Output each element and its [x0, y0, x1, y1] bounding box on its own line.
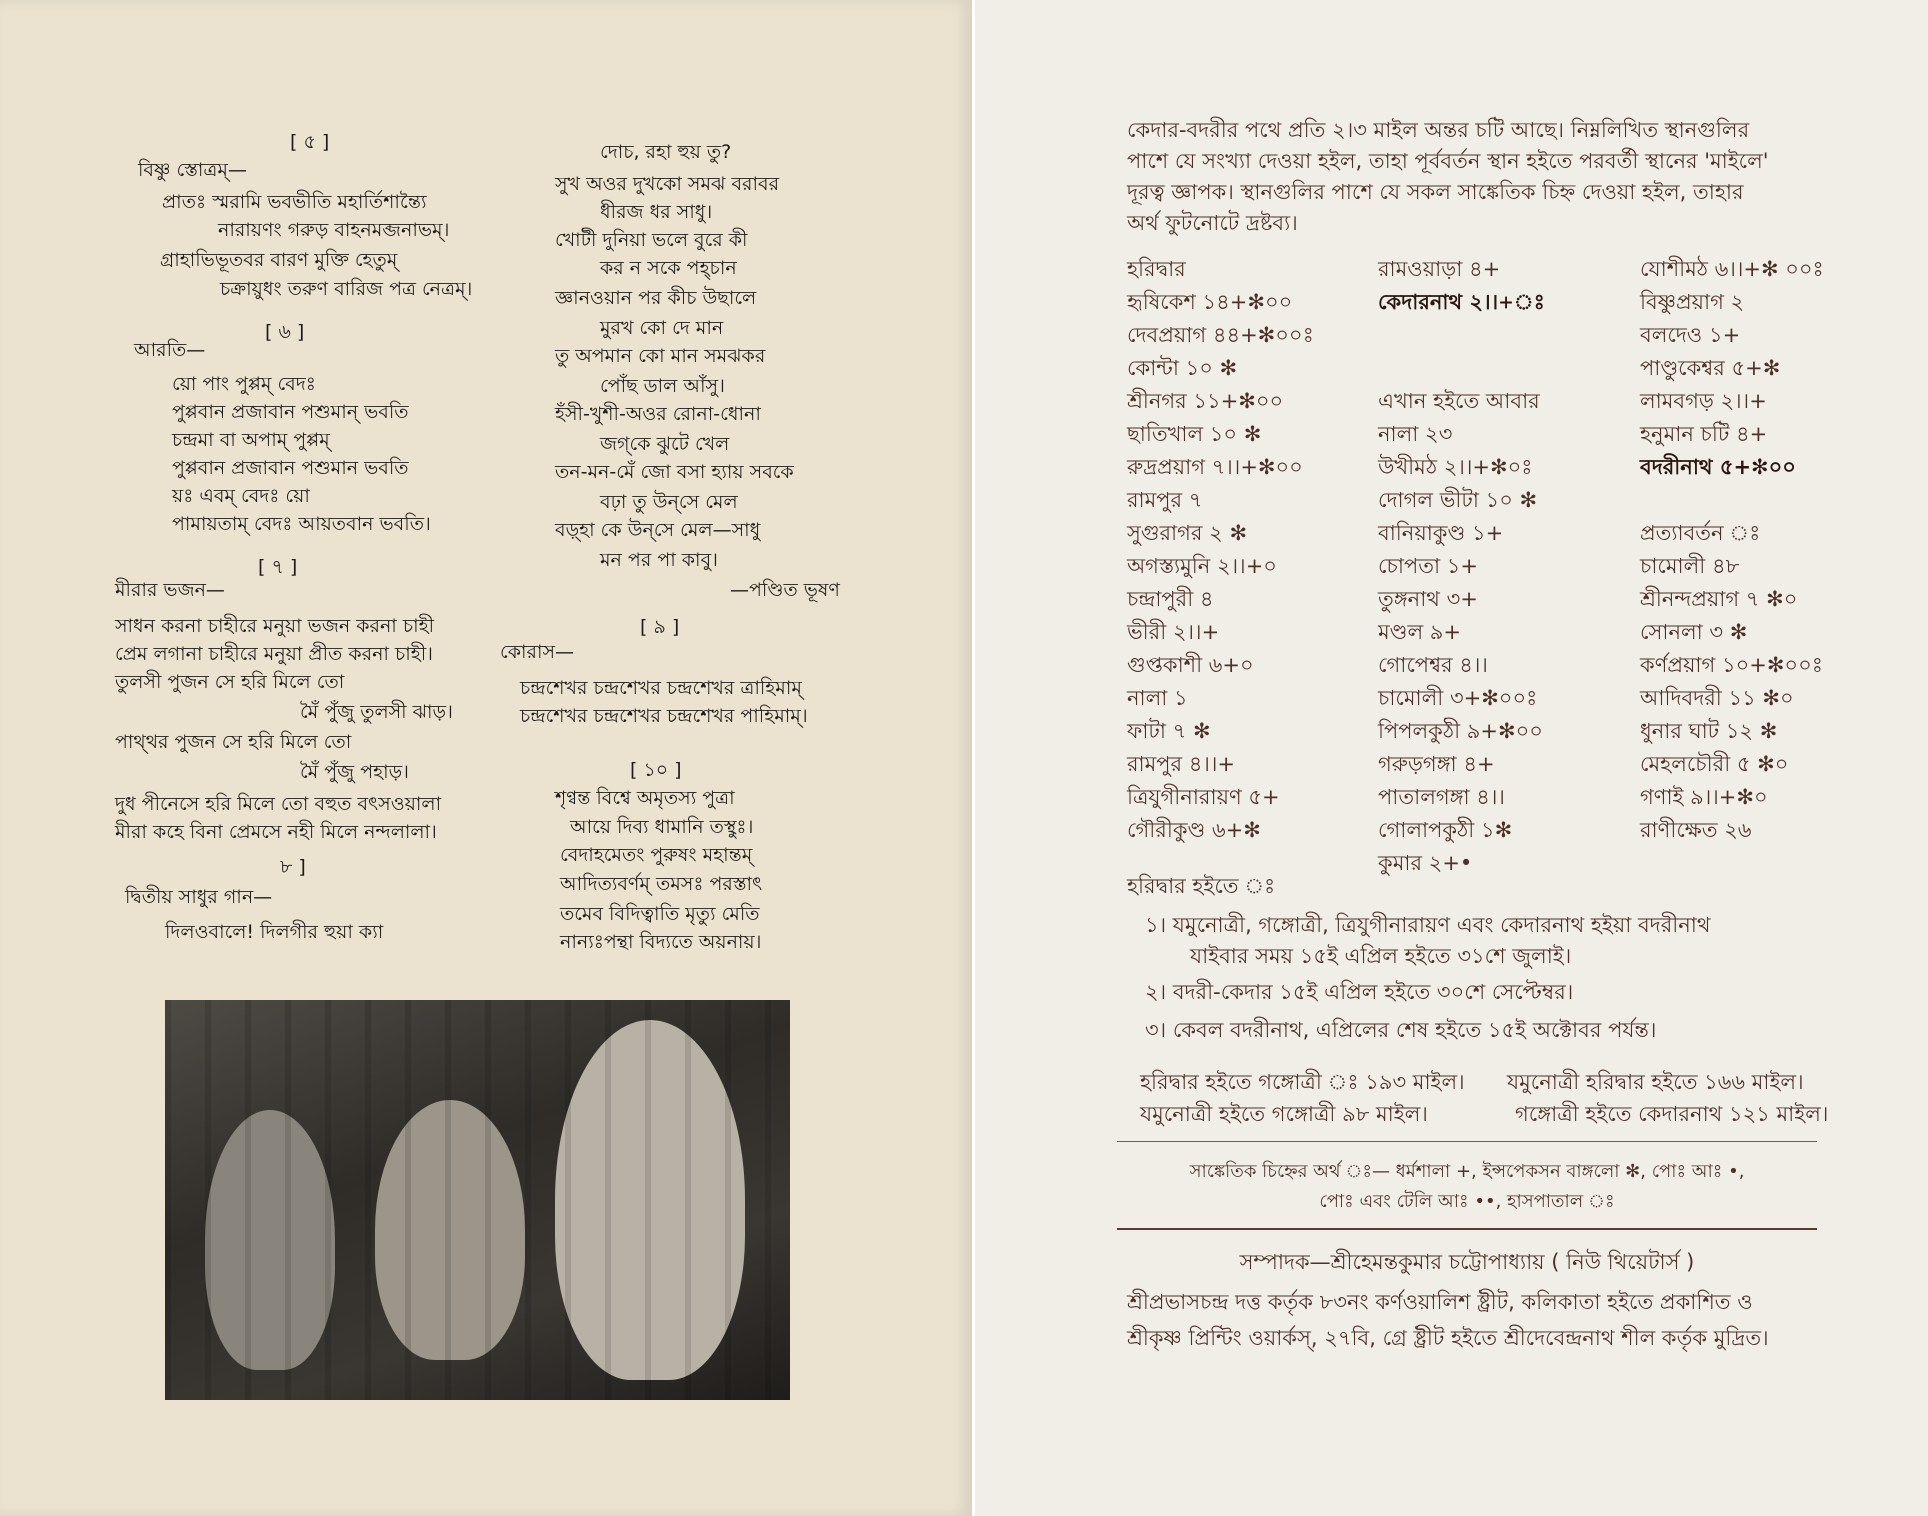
route-stop: তুঙ্গনাথ ৩+: [1378, 587, 1478, 611]
route-stop: ত্রিযুগীনারায়ণ ৫+: [1127, 785, 1280, 809]
lyric-line: শৃণ্বন্ত বিশ্বে অমৃতস্য পুত্রা: [555, 787, 735, 809]
lyric-line: দ্বিতীয় সাধুর গান—: [125, 886, 273, 908]
intro-line: পাশে যে সংখ্যা দেওয়া হইল, তাহা পূর্ববর্তন স্থান হইতে পরবর্তী স্থানের 'মাইলে': [1127, 149, 1769, 173]
lyric-line: হঁসী-খুশী-অওর রোনা-ধোনা: [555, 403, 761, 425]
lyric-line: তুলসী পুজন সে হরি মিলে তো: [115, 671, 345, 693]
route-stop: চামোলী ৪৮: [1640, 554, 1740, 578]
route-stop: কর্ণপ্রয়াগ ১০+✻০০ঃ: [1640, 653, 1823, 677]
route-stop: বদরীনাথ ৫+✻০০: [1640, 455, 1796, 479]
route-stop: রুদ্রপ্রয়াগ ৭।।+✻০০: [1127, 455, 1303, 479]
lyric-line: জ্ঞানওয়ান পর কীচ উছালে: [555, 287, 757, 309]
lyric-line: তন-মন-মেঁ জো বসা হ্যায় সবকে: [555, 461, 794, 483]
note-line: ১। যমুনোত্রী, গঙ্গোত্রী, ত্রিযুগীনারায়ণ এবং কেদারনাথ হইয়া বদরীনাথ: [1145, 913, 1711, 937]
lyric-line: ধীরজ ধর সাধু।: [600, 201, 713, 223]
route-stop: নালা ১: [1127, 686, 1188, 710]
route-stop: উখীমঠ ২।।+✻০ঃ: [1378, 455, 1533, 479]
distance-line: যমুনোত্রী হরিদ্বার হইতে ১৬৬ মাইল।: [1507, 1070, 1804, 1094]
route-stop: এখান হইতে আবার: [1378, 389, 1540, 413]
route-stop: ধুনার ঘাট ১২ ✻: [1640, 719, 1778, 743]
lyric-line: নান্যঃপন্থা বিদ্যতে অয়নায়।: [560, 931, 762, 953]
lyric-line: য়ো পাং পুপ্পম্ বেদঃ: [172, 373, 316, 395]
note-line: ৩। কেবল বদরীনাথ, এপ্রিলের শেষ হইতে ১৫ই অক্টোবর পর্যন্ত।: [1145, 1018, 1657, 1042]
lyric-line: [ ১০ ]: [630, 759, 682, 781]
route-stop: চামোলী ৩+✻০০ঃ: [1378, 686, 1538, 710]
lyric-line: [ ৯ ]: [640, 616, 680, 638]
lyric-line: পাথ্থর পুজন সে হরি মিলে তো: [115, 731, 352, 753]
route-stop: হরিদ্বার: [1127, 257, 1186, 281]
imprint-line: শ্রীকৃষ্ণ প্রিন্টিং ওয়ার্কস্, ২৭বি, গ্রে ষ্ট্রীট হইতে শ্রীদেবেন্দ্রনাথ শীল কর্তৃক মুদ্রিত।: [1127, 1326, 1769, 1350]
lyric-line: পামায়তাম্ বেদঃ আয়তবান ভবতি।: [172, 513, 431, 535]
route-stop: দেবপ্রয়াগ ৪৪+✻০০ঃ: [1127, 323, 1314, 347]
route-stop: হৃষিকেশ ১৪+✻০০: [1127, 290, 1293, 314]
lyric-line: বড়্‌হা কে উন্‌সে মেল—সাধু: [555, 519, 761, 541]
lyric-line: আয়ে দিব্য ধামানি তস্থুঃ।: [570, 816, 754, 838]
lyric-line: বেদাহমেতং পুরুষং মহান্তম্: [560, 844, 753, 866]
lyric-line: মুরখ কো দে মান: [600, 317, 724, 339]
route-stop: রামপুর ৭: [1127, 488, 1203, 512]
route-stop: কেদারনাথ ২।।+ঃ: [1378, 290, 1545, 314]
film-still-photo: [165, 1000, 790, 1400]
route-stop: মেহলচৌরী ৫ ✻০: [1640, 752, 1789, 776]
route-stop: ছাতিখাল ১০ ✻: [1127, 422, 1262, 446]
route-stop: সোনলা ৩ ✻: [1640, 620, 1748, 644]
lyric-line: চন্দ্রমা বা অপাম্ পুপ্পম্: [172, 429, 330, 451]
route-stop: গোলাপকুঠী ১✻: [1378, 818, 1513, 842]
route-stop: পিপলকুঠী ৯+✻০০: [1378, 719, 1543, 743]
route-stop: নালা ২৩: [1378, 422, 1453, 446]
lyric-line: তু অপমান কো মান সমঝকর: [555, 345, 766, 367]
lyric-line: আরতি—: [134, 339, 206, 361]
distance-line: হরিদ্বার হইতে গঙ্গোত্রী ঃ ১৯৩ মাইল।: [1140, 1070, 1465, 1094]
route-column-b: [1378, 257, 1545, 884]
route-stop: চন্দ্রাপুরী ৪: [1127, 587, 1214, 611]
lyric-line: [ ৬ ]: [265, 321, 305, 343]
route-stop: গরুড়গঙ্গা ৪+: [1378, 752, 1495, 776]
route-stop: রাণীক্ষেত ২৬: [1640, 818, 1752, 842]
lyric-line: দুধ পীনেসে হরি মিলে তো বহুত বৎসওয়ালা: [115, 793, 442, 815]
lyric-line: খোটী দুনিয়া ভলে বুরে কী: [555, 229, 748, 251]
distance-line: যমুনোত্রী হইতে গঙ্গোত্রী ৯৮ মাইল।: [1140, 1102, 1428, 1126]
divider-2: [1117, 1228, 1817, 1230]
lyric-line: পুপ্পবান প্রজাবান পশুমান ভবতি: [172, 457, 409, 479]
route-stop: পাতালগঙ্গা ৪।।: [1378, 785, 1505, 809]
route-stop: লামবগড় ২।।+: [1640, 389, 1767, 413]
route-stop: গোপেশ্বর ৪।।: [1378, 653, 1488, 677]
lyric-line: চন্দ্রশেখর চন্দ্রশেখর চন্দ্রশেখর ত্রাহিমাম্: [520, 677, 802, 699]
lyric-line: মৈঁ পুঁজু পহাড়।: [300, 761, 409, 783]
route-stop: ভীরী ২।।+: [1127, 620, 1220, 644]
route-stop: সুগুরাগর ২ ✻: [1127, 521, 1248, 545]
imprint-line: শ্রীপ্রভাসচন্দ্র দত্ত কর্তৃক ৮৩নং কর্ণওয়ালিশ ষ্ট্রীট, কলিকাতা হইতে প্রকাশিত ও: [1127, 1290, 1753, 1314]
lyric-line: চন্দ্রশেখর চন্দ্রশেখর চন্দ্রশেখর পাহিমাম্।: [520, 705, 808, 727]
lyric-line: নারায়ণং গরুড় বাহনমব্জনাভম্।: [218, 219, 450, 241]
route-column-a: [1127, 257, 1314, 851]
note-line: ২। বদরী-কেদার ১৫ই এপ্রিল হইতে ৩০শে সেপ্টেম্বর।: [1145, 980, 1574, 1004]
lyric-line: প্রেম লগানা চাহীরে মনুয়া প্রীত করনা চাহী।: [115, 643, 433, 665]
route-stop: বলদেও ১+: [1640, 323, 1741, 347]
right-page: [975, 0, 1928, 1516]
lyric-line: [ ৫ ]: [290, 131, 330, 153]
intro-line: দূরত্ব জ্ঞাপক। স্থানগুলির পাশে যে সকল সাঙ্কেতিক চিহ্ন দেওয়া হইল, তাহার: [1127, 180, 1744, 204]
lyric-line: য়ঃ এবম্ বেদঃ য়ো: [172, 485, 310, 507]
lyric-line: জগ্‌কে ঝুটে খেল: [600, 433, 730, 455]
lyric-line: প্রাতঃ স্মরামি ভবভীতি মহার্তিশান্ত্যৈ: [162, 191, 427, 213]
lyric-line: ৮ ]: [280, 856, 306, 878]
route-stop: [1378, 356, 1545, 380]
route-stop: চোপতা ১+: [1378, 554, 1478, 578]
lyric-line: বিষ্ণু স্তোত্রম্—: [138, 159, 247, 181]
route-stop: কুমার ২+•: [1378, 851, 1473, 875]
lyric-line: পোঁছ ডাল আঁসু।: [600, 375, 725, 397]
legend-line: পোঃ এবং টেলি আঃ ••, হাসপাতাল ঃ: [1319, 1191, 1615, 1212]
lyric-line: কর ন সকে পহ্‌চান: [600, 257, 737, 279]
route-stop: হনুমান চটি ৪+: [1640, 422, 1768, 446]
lyric-line: চক্রায়ুধং তরুণ বারিজ পত্র নেত্রম্।: [220, 278, 473, 300]
route-stop: বিষ্ণুপ্রয়াগ ২: [1640, 290, 1745, 314]
route-stop: পাণ্ডুকেশ্বর ৫+✻: [1640, 356, 1781, 380]
distance-line: গঙ্গোত্রী হইতে কেদারনাথ ১২১ মাইল।: [1515, 1102, 1829, 1126]
route-stop: ফাটা ৭ ✻: [1127, 719, 1211, 743]
lyric-line: —পণ্ডিত ভূষণ: [730, 579, 840, 601]
lyric-line: দোচ, রহা হুয় তু?: [600, 141, 732, 163]
lyric-line: মীরা কহে বিনা প্রেমসে নহী মিলে নন্দলালা।: [115, 821, 437, 843]
editor-line: সম্পাদক—শ্রীহেমন্তকুমার চট্টোপাধ্যায় ( নিউ থিয়েটার্স ): [1239, 1250, 1695, 1274]
route-column-c: [1640, 257, 1824, 851]
lyric-line: দিলওবালে! দিলগীর হুয়া ক্যা: [165, 921, 384, 943]
lyric-line: তমেব বিদিত্বাতি মৃত্যু মেতি: [560, 903, 760, 925]
haridwar-heading: হরিদ্বার হইতে ঃ: [1127, 874, 1276, 898]
route-stop: অগস্ত্যমুনি ২।।+০: [1127, 554, 1277, 578]
lyric-line: বঢ়া তু উন্‌সে মেল: [600, 491, 738, 513]
route-stop: শ্রীনগর ১১+✻০০: [1127, 389, 1284, 413]
divider-1: [1117, 1141, 1817, 1142]
intro-line: কেদার-বদরীর পথে প্রতি ২।৩ মাইল অন্তর চটি আছে। নিম্নলিখিত স্থানগুলির: [1127, 118, 1750, 142]
route-stop: প্রত্যাবর্তন ঃ: [1640, 521, 1761, 545]
route-stop: [1378, 323, 1545, 347]
lyric-line: [ ৭ ]: [258, 556, 298, 578]
route-stop: রামপুর ৪।।+: [1127, 752, 1236, 776]
lyric-line: মন পর পা কাবু।: [600, 549, 718, 571]
legend-line: সাঙ্কেতিক চিহ্নের অর্থ ঃ— ধর্মশালা +, ইন্সপেকসন বাঙ্গলো ✻, পোঃ আঃ •,: [1189, 1161, 1745, 1182]
lyric-line: কোরাস—: [500, 641, 575, 663]
intro-line: অর্থ ফুটনোটে দ্রষ্টব্য।: [1127, 211, 1298, 235]
route-stop: শ্রীনন্দপ্রয়াগ ৭ ✻০: [1640, 587, 1798, 611]
lyric-line: গ্রাহাভিভূতবর বারণ মুক্তি হেতুম্: [160, 249, 398, 271]
route-stop: দোগল ভীটা ১০ ✻: [1378, 488, 1538, 512]
route-stop: রামওয়াড়া ৪+: [1378, 257, 1501, 281]
note-line: যাইবার সময় ১৫ই এপ্রিল হইতে ৩১শে জুলাই।: [1190, 944, 1572, 968]
route-stop: গুপ্তকাশী ৬+০: [1127, 653, 1254, 677]
lyric-line: পুপ্পবান প্রজাবান পশুমান্‌ ভবতি: [172, 401, 409, 423]
route-stop: [1640, 488, 1824, 512]
route-stop: যোশীমঠ ৬।।+✻ ০০ঃ: [1640, 257, 1824, 281]
lyric-line: মৈঁ পুঁজু তুলসী ঝাড়।: [300, 701, 453, 723]
route-stop: বানিয়াকুণ্ড ১+: [1378, 521, 1504, 545]
lyric-line: মীরার ভজন—: [115, 579, 225, 601]
route-stop: কোন্টা ১০ ✻: [1127, 356, 1238, 380]
route-stop: মণ্ডল ৯+: [1378, 620, 1462, 644]
lyric-line: আদিত্যবর্ণম্ তমসঃ পরস্তাৎ: [560, 873, 763, 895]
lyric-line: সাধন করনা চাহীরে মনুয়া ভজন করনা চাহী: [115, 615, 435, 637]
route-stop: আদিবদরী ১১ ✻০: [1640, 686, 1794, 710]
route-stop: গণাই ৯।।+✻০: [1640, 785, 1768, 809]
lyric-line: সুখ অওর দুখকো সমঝ বরাবর: [555, 173, 780, 195]
route-stop: গৌরীকুণ্ড ৬+✻: [1127, 818, 1261, 842]
